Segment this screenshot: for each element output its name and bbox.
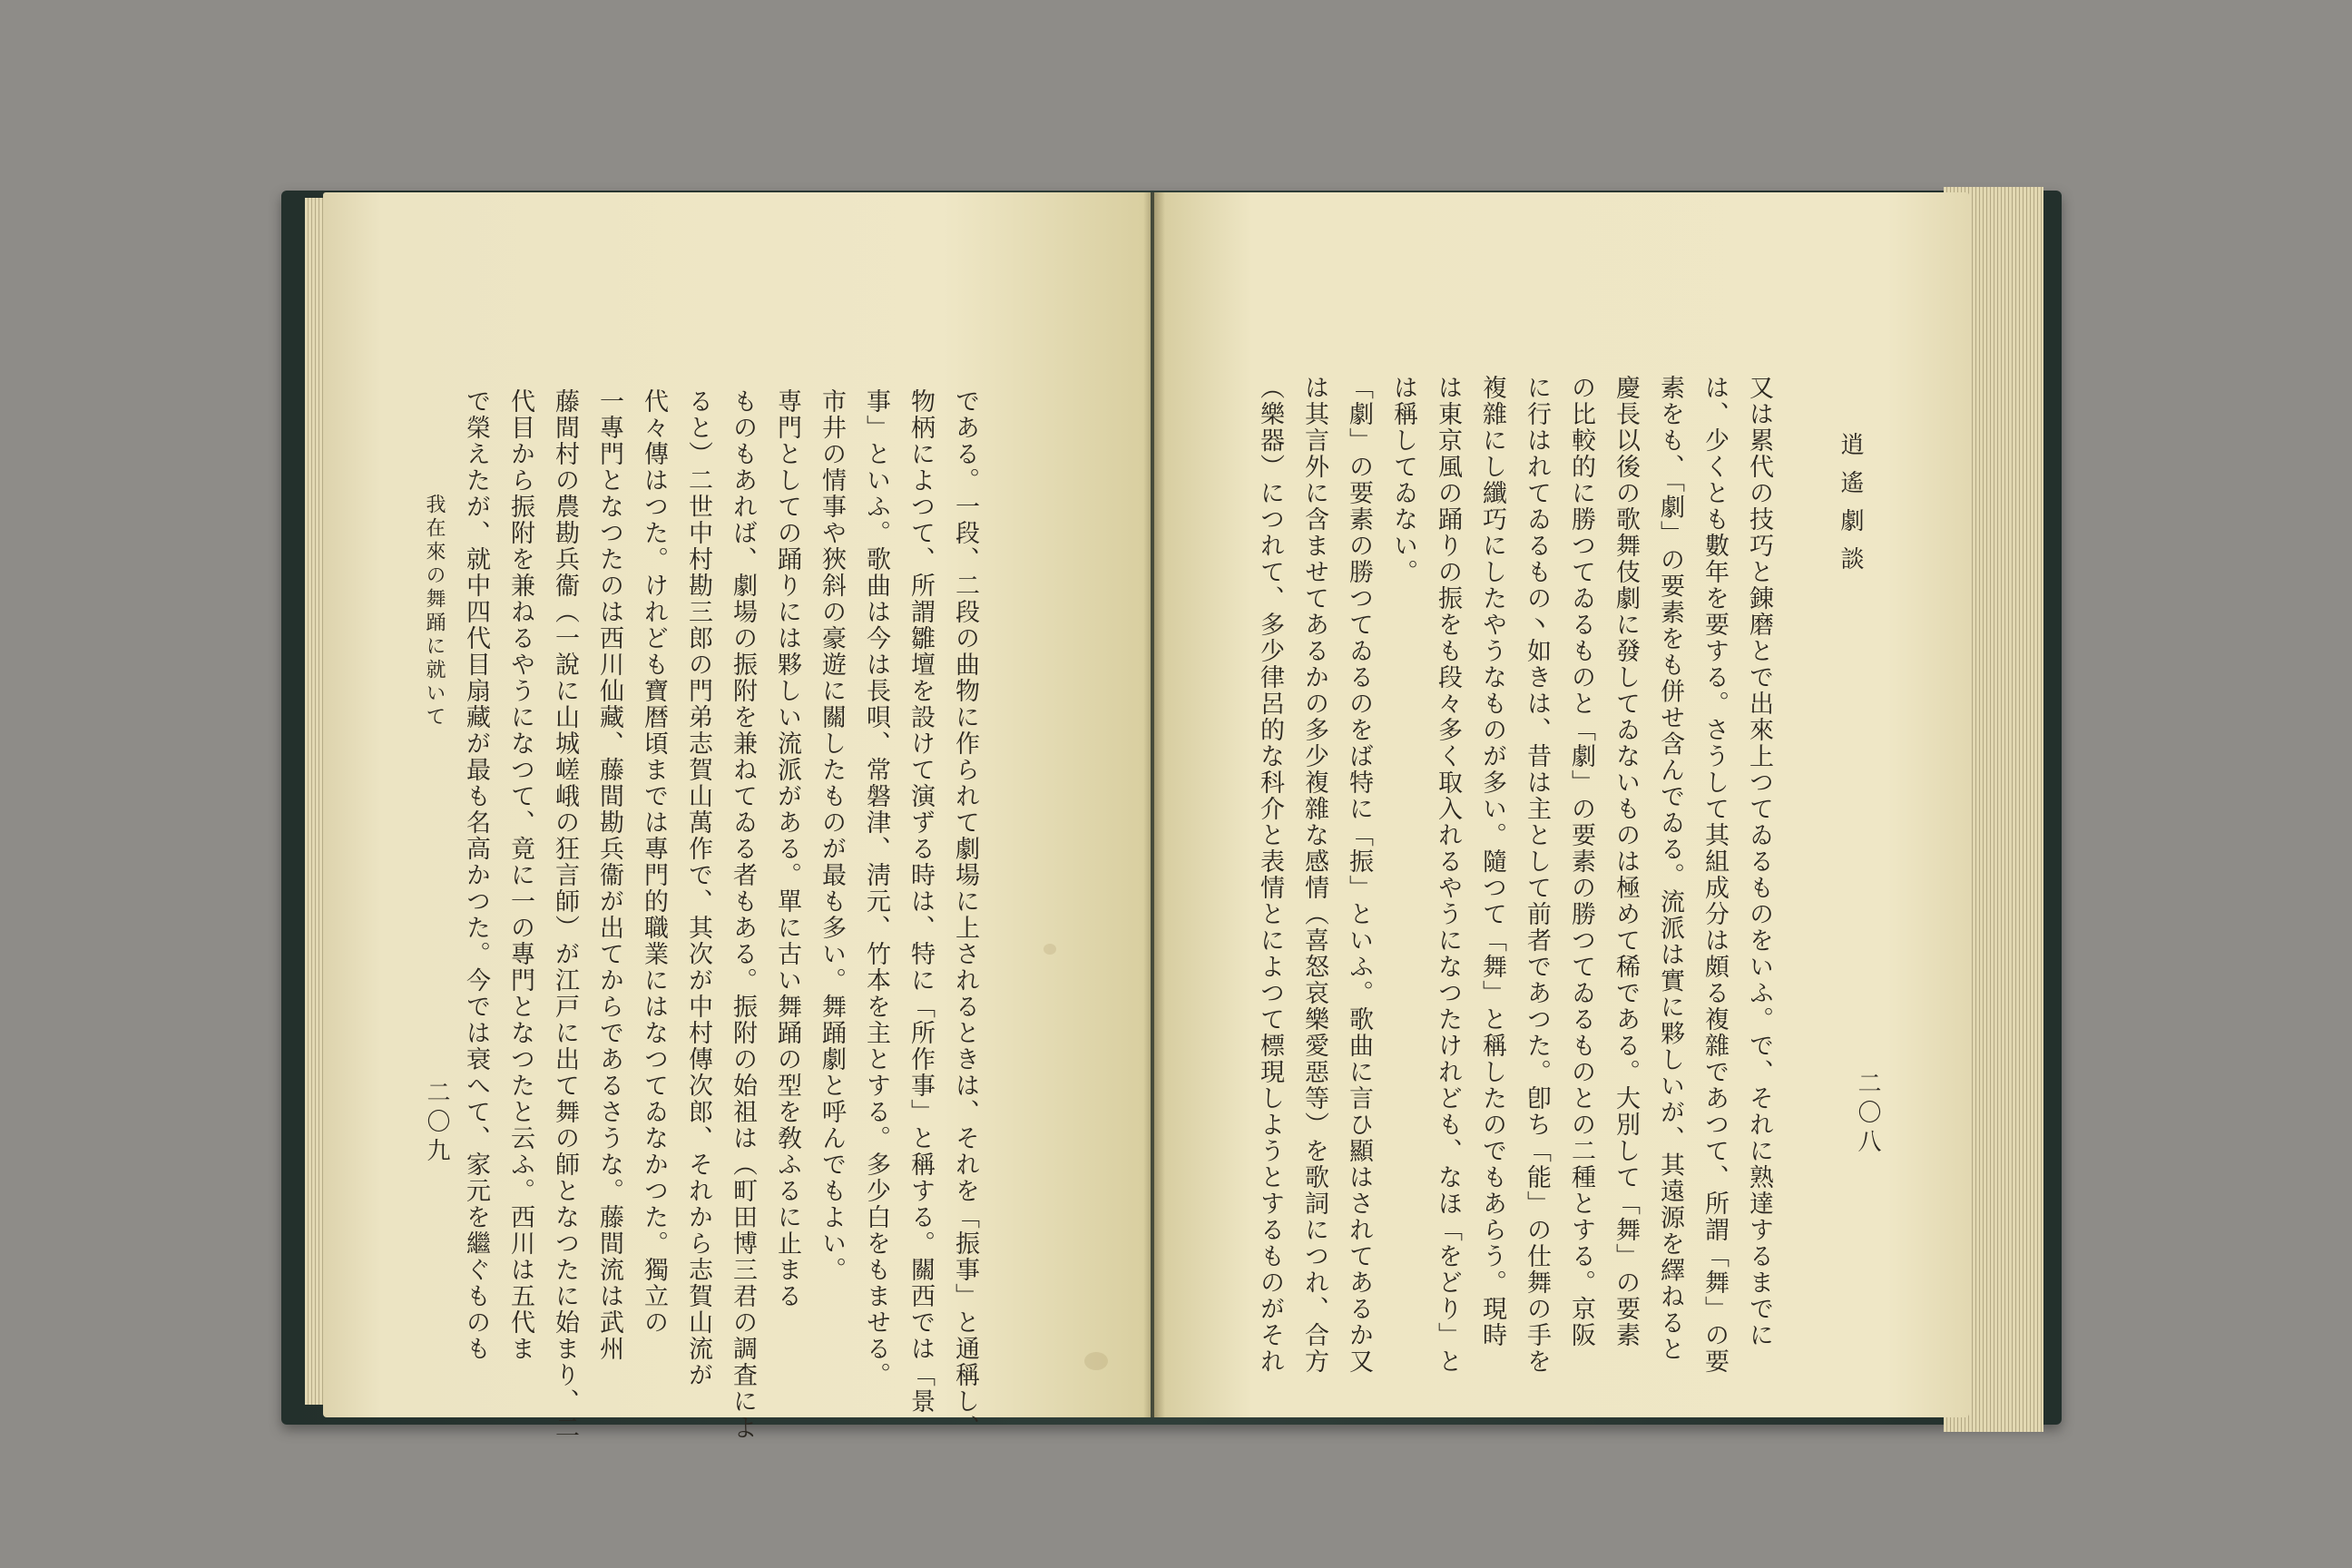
text-line: 又は累代の技巧と錬磨とで出來上つてゐるものをいふ。で、それに熟達するまでに [1745,375,1773,1348]
right-page-body [1248,375,1781,1375]
text-line: の比較的に勝つてゐるものと「劇」の要素の勝つてゐるものとの二種とする。京阪 [1567,375,1595,1348]
paper-stain [1084,1352,1108,1370]
text-line: 素をも、「劇」の要素をも併せ含んでゐる。流派は實に夥しいが、其遠源を繹ねると [1656,375,1684,1363]
text-line: 代々傳はつた。けれども寶暦頃までは專門的職業にはなつてゐなかつた。獨立の [640,388,668,1336]
book-gutter [1143,192,1165,1417]
text-line: 代目から振附を兼ねるやうになつて、竟に一の專門となつたと云ふ。西川は五代ま [506,388,534,1362]
running-head-left: 我在來の舞踊に就いて [423,494,446,730]
text-line: 慶長以後の歌舞伎劇に發してゐないものは極めて稀である。大別して「舞」の要素 [1612,375,1640,1348]
text-line: 「劇」の要素の勝つてゐるのをば特に「振」といふ。歌曲に言ひ顯はされてあるか又 [1345,375,1373,1375]
page-number-left: 二〇九 [423,1080,450,1167]
text-line: である。一段、二段の曲物に作られて劇場に上されるときは、それを「振事」と通稱し、 [951,388,979,1441]
text-line: 専門としての踊りには夥しい流派がある。單に古い舞踊の型を敎ふるに止まる [773,388,801,1309]
text-line: 事」といふ。歌曲は今は長唄、常磐津、淸元、竹本を主とする。多少白をもませる。 [862,388,890,1388]
text-line: は其言外に含ませてあるかの多少複雜な感情（喜怒哀樂愛惡等）を歌詞につれ、合方 [1300,375,1328,1375]
text-line: に行はれてゐるもの丶如きは、昔は主として前者であつた。卽ち「能」の仕舞の手を [1523,375,1551,1375]
text-line: で榮えたが、就中四代目扇藏が最も名高かつた。今では衰へて、家元を繼ぐものも [462,388,490,1362]
text-line: （樂器）につれて、多少律呂的な科介と表情とによつて標現しようとするものがそれ [1256,375,1284,1375]
text-line: ものもあれば、劇場の振附を兼ねてゐる者もある。振附の始祖は（町田博三君の調査によ [729,388,757,1441]
left-page-body [454,388,987,1441]
text-line: は稱してゐない。 [1389,375,1417,585]
page-number-right: 二〇八 [1854,1071,1881,1158]
book-title-header: 逍遙劇談 [1837,432,1864,584]
text-line: 市井の情事や狹斜の豪遊に關したものが最も多い。舞踊劇と呼んでもよい。 [818,388,846,1283]
text-line: ると）二世中村勘三郎の門弟志賀山萬作で、其次が中村傳次郎、それから志賀山流が [684,388,712,1388]
text-line: 一專門となつたのは西川仙藏、藤間勘兵衞が出てからであるさうな。藤間流は武州 [595,388,623,1362]
paper-stain [1044,944,1056,955]
text-line: 複雜にし纖巧にしたやうなものが多い。隨つて「舞」と稱したのでもあらう。現時 [1478,375,1506,1348]
text-line: は東京風の踊りの振をも段々多く取入れるやうになつたけれども、なほ「をどり」と [1434,375,1462,1375]
text-line: 藤間村の農勘兵衞（一說に山城嵯峨の狂言師）が江戸に出て舞の師となつたに始まり、二 [551,388,579,1441]
text-line: 物柄によつて、所謂雛壇を設けて演ずる時は、特に「所作事」と稱する。關西では「景 [906,388,935,1415]
text-line: は、少くとも數年を要する。さうして其組成分は頗る複雜であつて、所謂「舞」の要 [1700,375,1729,1375]
